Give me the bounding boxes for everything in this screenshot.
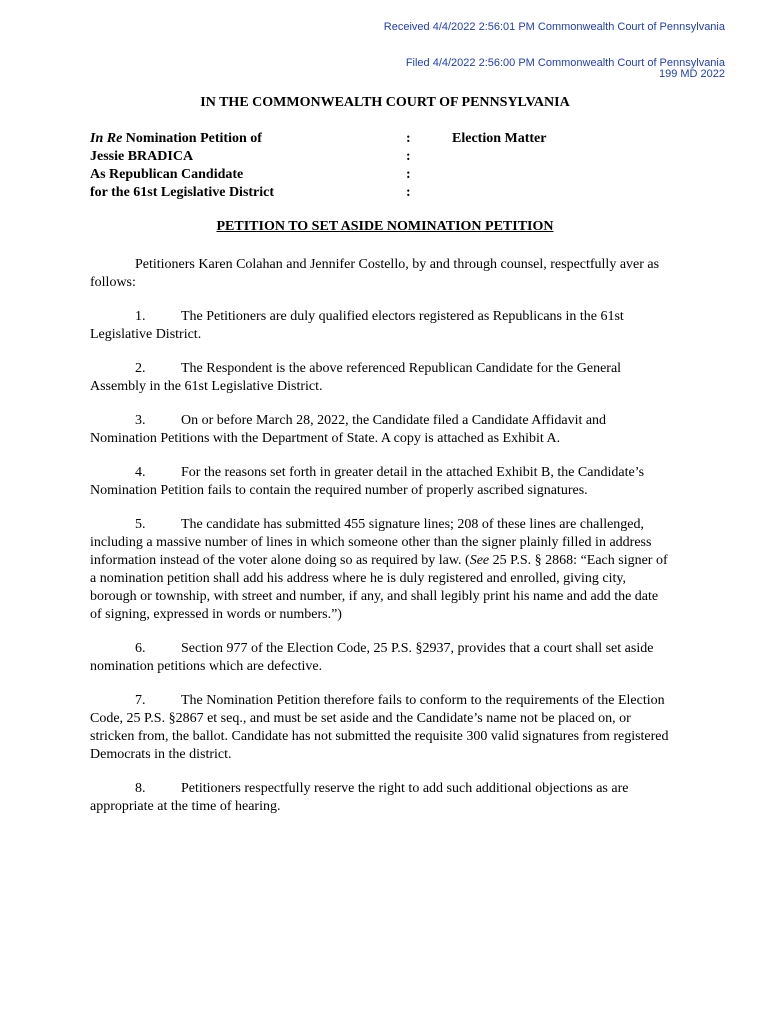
paragraph-text: The Petitioners are duly qualified electors registered as Republicans in the 61st Legislative District.: [90, 309, 624, 342]
caption-colon: :: [406, 167, 411, 182]
paragraph-text: The Respondent is the above referenced Republican Candidate for the General Assembly in the 61st Legislative District.: [90, 361, 622, 394]
paragraph-text: Section 977 of the Election Code, 25 P.S. §2937, provides that a court shall set aside nomination petitions which are defective.: [90, 641, 654, 674]
paragraph-number: 7.: [135, 693, 146, 708]
paragraph-text: The Nomination Petition therefore fails to conform to the requirements of the Election Code, 25 P.S. §2867 et seq., and must be set aside and the Candidate’s name not be placed on, or stricken from, the ballot. Candidate has not submitted the requisite 300 valid signatures from registered Democrats in the district.: [90, 693, 669, 762]
paragraph-2: [90, 360, 670, 396]
received-stamp: Received 4/4/2022 2:56:01 PM Commonwealth Court of Pennsylvania: [383, 21, 725, 33]
caption-district: for the 61st Legislative District: [90, 185, 275, 200]
caption-row-4: [90, 184, 690, 202]
court-heading: IN THE COMMONWEALTH COURT OF PENNSYLVANIA: [200, 95, 570, 110]
see-signal: See: [469, 553, 490, 568]
caption-colon: :: [406, 185, 411, 200]
paragraph-7: [90, 692, 670, 764]
paragraph-number: 4.: [135, 465, 146, 480]
intro-paragraph: Petitioners Karen Colahan and Jennifer Costello, by and through counsel, respectfully aver as follows:: [90, 257, 660, 290]
caption-row-1: [90, 130, 690, 148]
paragraph-number: 3.: [135, 413, 146, 428]
paragraph-number: 8.: [135, 781, 146, 796]
paragraph-6: [90, 640, 670, 676]
caption-in-re-italic: In Re: [90, 131, 123, 146]
caption-in-re: [90, 130, 406, 148]
election-matter-label: Election Matter: [452, 131, 547, 146]
paragraph-8: [90, 780, 670, 816]
paragraph-number: 1.: [135, 309, 146, 324]
filed-stamp: [406, 58, 725, 80]
paragraph-text: On or before March 28, 2022, the Candidate filed a Candidate Affidavit and Nomination Petitions with the Department of State. A copy is attached as Exhibit A.: [90, 413, 607, 446]
docket-number: 199 MD 2022: [658, 68, 725, 80]
paragraph-text-b: 25 P.S. § 2868: “Each signer of a nomination petition shall add his address where he is duly registered and enrolled, giving city, borough or township, with street and number, if any, and shall legibly print his name and add the date of signing, expressed in words or numbers.”): [90, 553, 668, 622]
caption-row-2: [90, 148, 690, 166]
paragraph-number: 5.: [135, 517, 146, 532]
paragraph-4: [90, 464, 670, 500]
paragraph-text: Petitioners respectfully reserve the right to add such additional objections as are appropriate at the time of hearing.: [90, 781, 629, 814]
paragraph-text-a: The candidate has submitted 455 signature lines; 208 of these lines are challenged, including a massive number of lines in which someone other than the signer plainly filled in address information instead of the voter alone doing so as required by law. (: [90, 517, 652, 568]
caption-party: As Republican Candidate: [90, 167, 244, 182]
paragraph-3: [90, 412, 670, 448]
paragraph-1: [90, 308, 670, 344]
caption-in-re-rest: Nomination Petition of: [122, 131, 262, 146]
caption-candidate-name: Jessie BRADICA: [90, 149, 194, 164]
caption-colon: :: [406, 131, 411, 146]
paragraph-text: For the reasons set forth in greater detail in the attached Exhibit B, the Candidate’s Nomination Petition fails to contain the required number of properly ascribed signatures.: [90, 465, 645, 498]
paragraph-number: 2.: [135, 361, 146, 376]
document-title: PETITION TO SET ASIDE NOMINATION PETITION: [216, 219, 554, 234]
case-caption: [90, 130, 690, 202]
paragraph-number: 6.: [135, 641, 146, 656]
caption-colon: :: [406, 149, 411, 164]
filed-stamp-line: Filed 4/4/2022 2:56:00 PM Commonwealth Court of Pennsylvania: [405, 57, 725, 69]
paragraph-5: [90, 516, 670, 624]
document-body: [90, 256, 670, 832]
caption-row-3: [90, 166, 690, 184]
